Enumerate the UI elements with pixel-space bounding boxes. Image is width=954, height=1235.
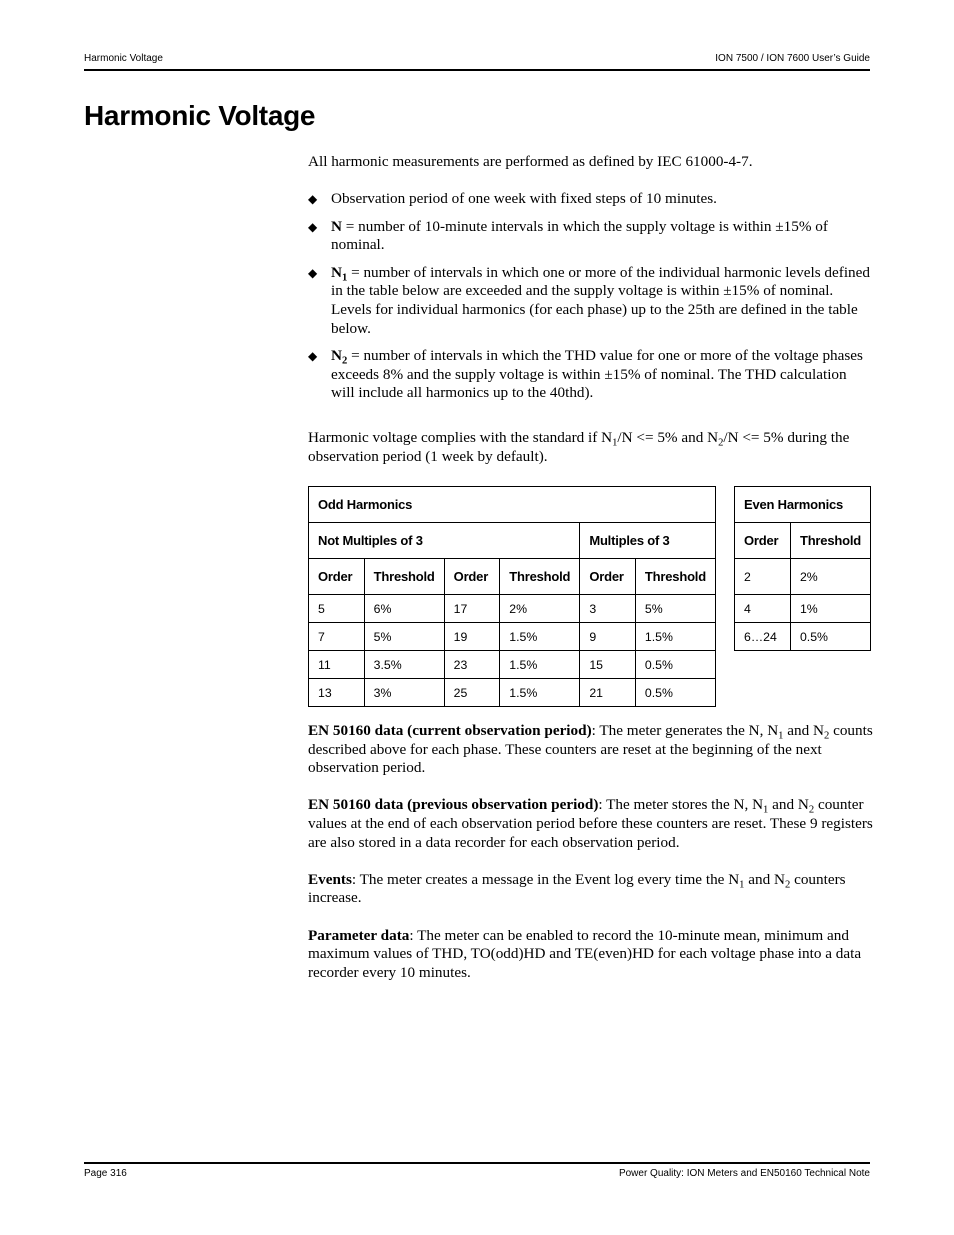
table-row: [309, 623, 716, 651]
column-header-threshold: Threshold: [364, 559, 444, 595]
current-period-paragraph: EN 50160 data (current observation period): The meter generates the N, $N_1$ and $N_2$ counts described above for each phase. These counters are reset at the beginning of the next observation period.: [308, 722, 873, 777]
table-cell: 1.5%: [635, 623, 715, 651]
header-section-title: Harmonic Voltage: [84, 53, 163, 64]
events-paragraph: Events: The meter creates a message in the Event log every time the $N_1$ and $N_2$ counters increase.: [308, 870, 846, 907]
diamond-bullet-icon: ◆: [308, 349, 318, 364]
table-row: [735, 623, 871, 651]
bullet-text: = number of 10-minute intervals in which the supply voltage is within ±15% of nominal.: [331, 217, 828, 254]
page-title: Harmonic Voltage: [84, 100, 316, 131]
column-header-order: Order: [580, 559, 636, 595]
column-header-order: Order: [735, 523, 791, 559]
footer-document-title: Power Quality: ION Meters and EN50160 Technical Note: [618, 1168, 870, 1179]
column-header-row: [309, 559, 716, 595]
bullet-item: [308, 347, 873, 403]
bullet-term: $N_2$: [331, 347, 348, 367]
table-row: [309, 651, 716, 679]
odd-harmonics-title: Odd Harmonics: [309, 487, 716, 523]
bullet-item: [308, 218, 873, 255]
table-cell: 0.5%: [635, 651, 715, 679]
previous-period-paragraph: EN 50160 data (previous observation period): The meter stores the N, $N_1$ and $N_2$ counter values at the end of each observation period before these counters are reset. These 9 registers are also stored in a data recorder for each observation period.: [308, 796, 873, 851]
table-cell: 17: [444, 595, 500, 623]
intro-paragraph: All harmonic measurements are performed as defined by IEC 61000-4-7.: [308, 153, 753, 170]
not-multiples-header: Not Multiples of 3: [309, 523, 580, 559]
table-cell: 3%: [364, 679, 444, 707]
column-header-threshold: Threshold: [790, 523, 870, 559]
table-cell: 1.5%: [500, 651, 580, 679]
diamond-bullet-icon: ◆: [308, 265, 318, 280]
bullet-text: = number of intervals in which the THD value for one or more of the voltage phases exceeds 8% and the supply voltage is within ±15% of nominal. The THD calculation will include all harmonics up to the 40thd).: [331, 347, 863, 402]
table-cell: 5: [309, 595, 365, 623]
column-header-row: [735, 523, 871, 559]
table-row: [735, 559, 871, 595]
bullet-term: $N_1$: [331, 263, 348, 284]
even-harmonics-title: Even Harmonics: [735, 487, 871, 523]
bullet-term: N: [331, 217, 342, 235]
table-cell: 2%: [790, 559, 870, 595]
compliance-paragraph: Harmonic voltage complies with the standard if $N_1/N <= 5\%$ and $N_2/N <= 5\%$ during the observation period (1 week by default).: [308, 429, 850, 465]
odd-harmonics-table: [308, 486, 716, 707]
header-rule: [84, 69, 870, 71]
table-cell: 5%: [635, 595, 715, 623]
table-row: [735, 595, 871, 623]
table-cell: 7: [309, 623, 365, 651]
table-cell: 11: [309, 651, 365, 679]
diamond-bullet-icon: ◆: [308, 192, 318, 206]
table-cell: 6…24: [735, 623, 791, 651]
table-cell: 19: [444, 623, 500, 651]
column-header-threshold: Threshold: [635, 559, 715, 595]
bullet-item: [308, 264, 873, 338]
table-cell: 9: [580, 623, 636, 651]
table-cell: 25: [444, 679, 500, 707]
table-cell: 1.5%: [500, 623, 580, 651]
table-row: [309, 679, 716, 707]
table-cell: 4: [735, 595, 791, 623]
table-cell: 15: [580, 651, 636, 679]
table-cell: 3.5%: [364, 651, 444, 679]
footer-rule: [84, 1162, 870, 1164]
table-row: [309, 595, 716, 623]
bullet-list: [308, 190, 873, 412]
table-cell: 23: [444, 651, 500, 679]
column-header-order: Order: [309, 559, 365, 595]
multiples-header: Multiples of 3: [580, 523, 716, 559]
table-cell: 0.5%: [790, 623, 870, 651]
table-cell: 2%: [500, 595, 580, 623]
table-cell: 6%: [364, 595, 444, 623]
table-cell: 13: [309, 679, 365, 707]
table-cell: 0.5%: [635, 679, 715, 707]
bullet-text: Observation period of one week with fixed steps of 10 minutes.: [331, 190, 717, 207]
bullet-item: [308, 190, 873, 209]
page-number: Page 316: [84, 1168, 127, 1179]
column-header-order: Order: [444, 559, 500, 595]
parameter-data-paragraph: Parameter data: The meter can be enabled to record the 10-minute mean, minimum and maximum values of THD, TO(odd)HD and TE(even)HD for each voltage phase into a data recorder every 10 minutes.: [308, 926, 862, 981]
description-paragraphs: [308, 722, 873, 1001]
table-cell: 1.5%: [500, 679, 580, 707]
table-cell: 1%: [790, 595, 870, 623]
table-cell: 21: [580, 679, 636, 707]
bullet-text: = number of intervals in which one or more of the individual harmonic levels defined in the table below are exceeded and the supply voltage is within ±15% of nominal. Levels for individual harmonics (for each phase) up to the 25th are defined in the table below.: [331, 263, 870, 337]
table-cell: 5%: [364, 623, 444, 651]
table-cell: 2: [735, 559, 791, 595]
column-header-threshold: Threshold: [500, 559, 580, 595]
even-harmonics-table: [734, 486, 871, 651]
diamond-bullet-icon: ◆: [308, 219, 318, 234]
table-cell: 3: [580, 595, 636, 623]
header-guide-title: ION 7500 / ION 7600 User’s Guide: [715, 53, 870, 64]
